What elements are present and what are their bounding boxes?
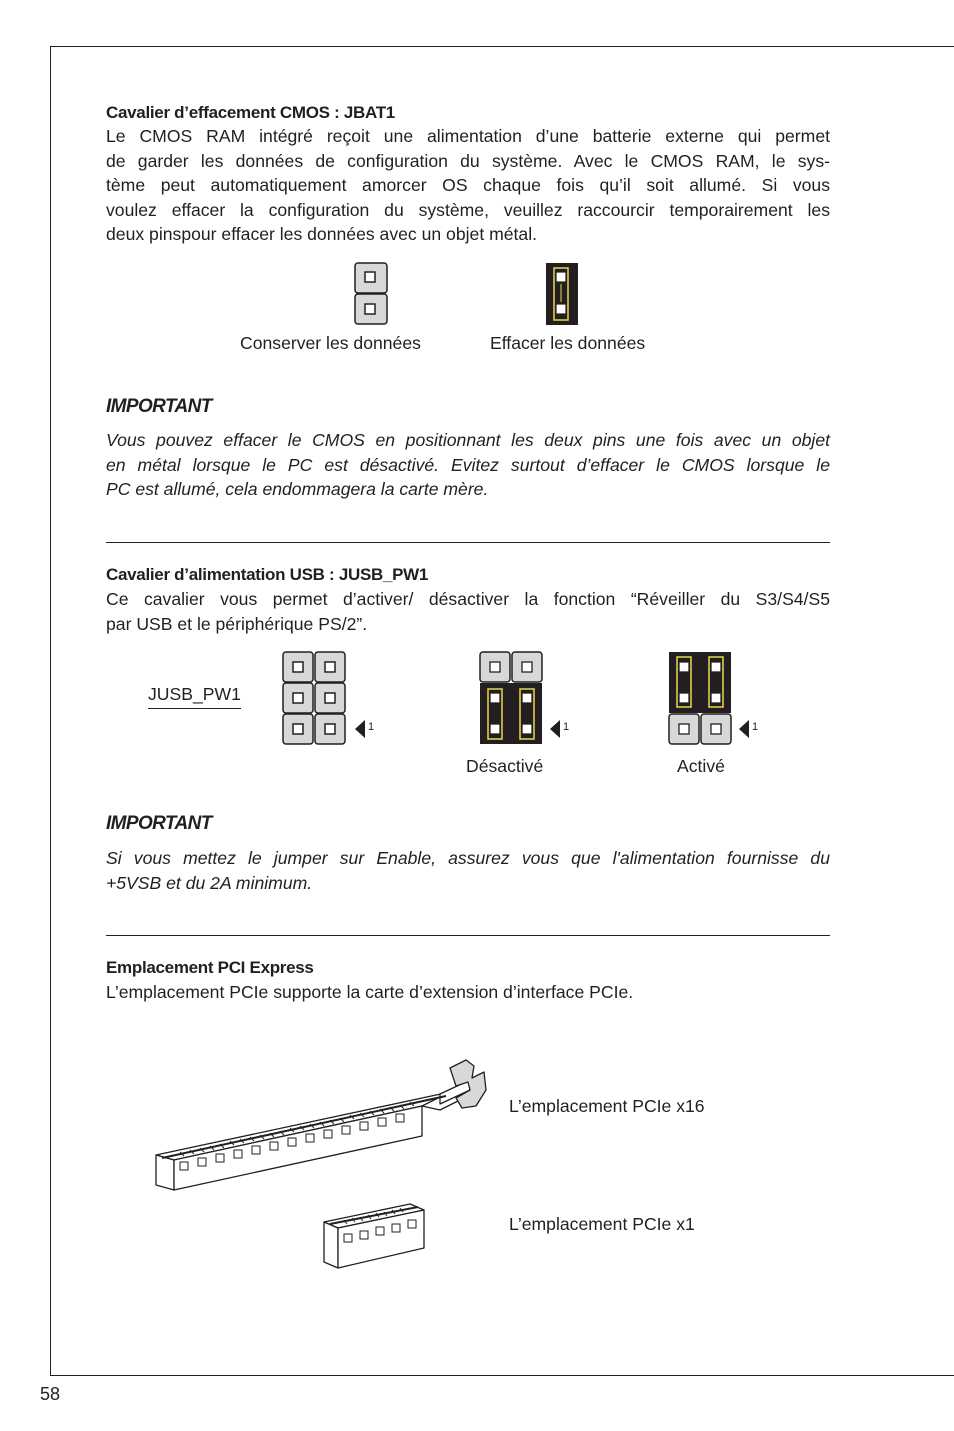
pin-one-arrow-icon (354, 719, 366, 739)
caption-pcie-x1: L’emplacement PCIe x1 (509, 1214, 695, 1234)
caption-clear-data: Effacer les données (490, 333, 646, 353)
page-number: 58 (40, 1384, 61, 1404)
pcie-x16-slot-illustration (150, 1050, 490, 1195)
cmos-paragraph (106, 124, 830, 247)
important-line: Vous pouvez effacer le CMOS en positionnant les deux pins une fois avec un objet (106, 430, 830, 450)
important-line: en métal lorsque le PC est désactivé. Evitez surtout d’effacer le CMOS lorsque le (106, 454, 830, 475)
page-frame-bottom (50, 1375, 954, 1376)
important-line: Si vous mettez le jumper sur Enable, assurez vous que l'alimentation fournisse du (106, 848, 830, 868)
caption-enabled: Activé (677, 756, 725, 776)
pcie-heading: Emplacement PCI Express (106, 958, 314, 977)
pin-one-label: 1 (563, 721, 570, 733)
cmos-line: Le CMOS RAM intégré reçoit une alimentation d’une batterie externe qui permet (106, 126, 830, 146)
usb-heading: Cavalier d’alimentation USB : JUSB_PW1 (106, 565, 429, 584)
jbat1-clear-jumper-diagram (545, 262, 579, 326)
cmos-heading: Cavalier d’effacement CMOS : JBAT1 (106, 103, 395, 122)
caption-pcie-x16: L’emplacement PCIe x16 (509, 1096, 705, 1116)
important-title: IMPORTANT (106, 813, 212, 834)
pin-one-label: 1 (368, 721, 375, 733)
cmos-line: deux pinspour effacer les données avec un objet métal. (106, 224, 538, 245)
jusb-pw1-enabled-diagram (668, 651, 732, 745)
jusb-pw1-disabled-diagram (479, 651, 543, 745)
jusb-pw1-label: JUSB_PW1 (148, 684, 241, 709)
page-frame-top (50, 46, 954, 47)
caption-keep-data: Conserver les données (240, 333, 421, 353)
usb-line: Ce cavalier vous permet d’activer/ désactiver la fonction “Réveiller du S3/S4/S5 (106, 589, 830, 609)
cmos-line: tème peut automatiquement amorcer OS chaque fois qu’il soit allumé. Si vous (106, 175, 830, 196)
important-paragraph (106, 428, 830, 502)
jusb-pw1-header-diagram (282, 651, 346, 745)
page-frame-left (50, 46, 51, 1376)
pcie-paragraph (106, 980, 830, 1005)
section-divider (106, 542, 830, 543)
pcie-line: L’emplacement PCIe supporte la carte d’extension d’interface PCIe. (106, 982, 634, 1002)
usb-line: par USB et le périphérique PS/2”. (106, 613, 368, 634)
important-line: +5VSB et du 2A minimum. (106, 872, 313, 893)
pin-one-arrow-icon (738, 719, 750, 739)
caption-disabled: Désactivé (466, 756, 544, 776)
important-title: IMPORTANT (106, 396, 212, 417)
cmos-line: de garder les données de configuration du système. Avec le CMOS RAM, le sys- (106, 150, 830, 171)
pcie-x1-slot-illustration (320, 1200, 430, 1272)
pin-one-arrow-icon (549, 719, 561, 739)
section-divider (106, 935, 830, 936)
jbat1-keep-jumper-diagram (354, 262, 388, 326)
cmos-line: voulez effacer la configuration du système, veuillez raccourcir temporairement les (106, 199, 830, 220)
important-paragraph (106, 846, 830, 895)
important-line: PC est allumé, cela endommagera la carte mère. (106, 479, 489, 500)
pin-one-label: 1 (752, 721, 759, 733)
usb-paragraph (106, 587, 830, 636)
